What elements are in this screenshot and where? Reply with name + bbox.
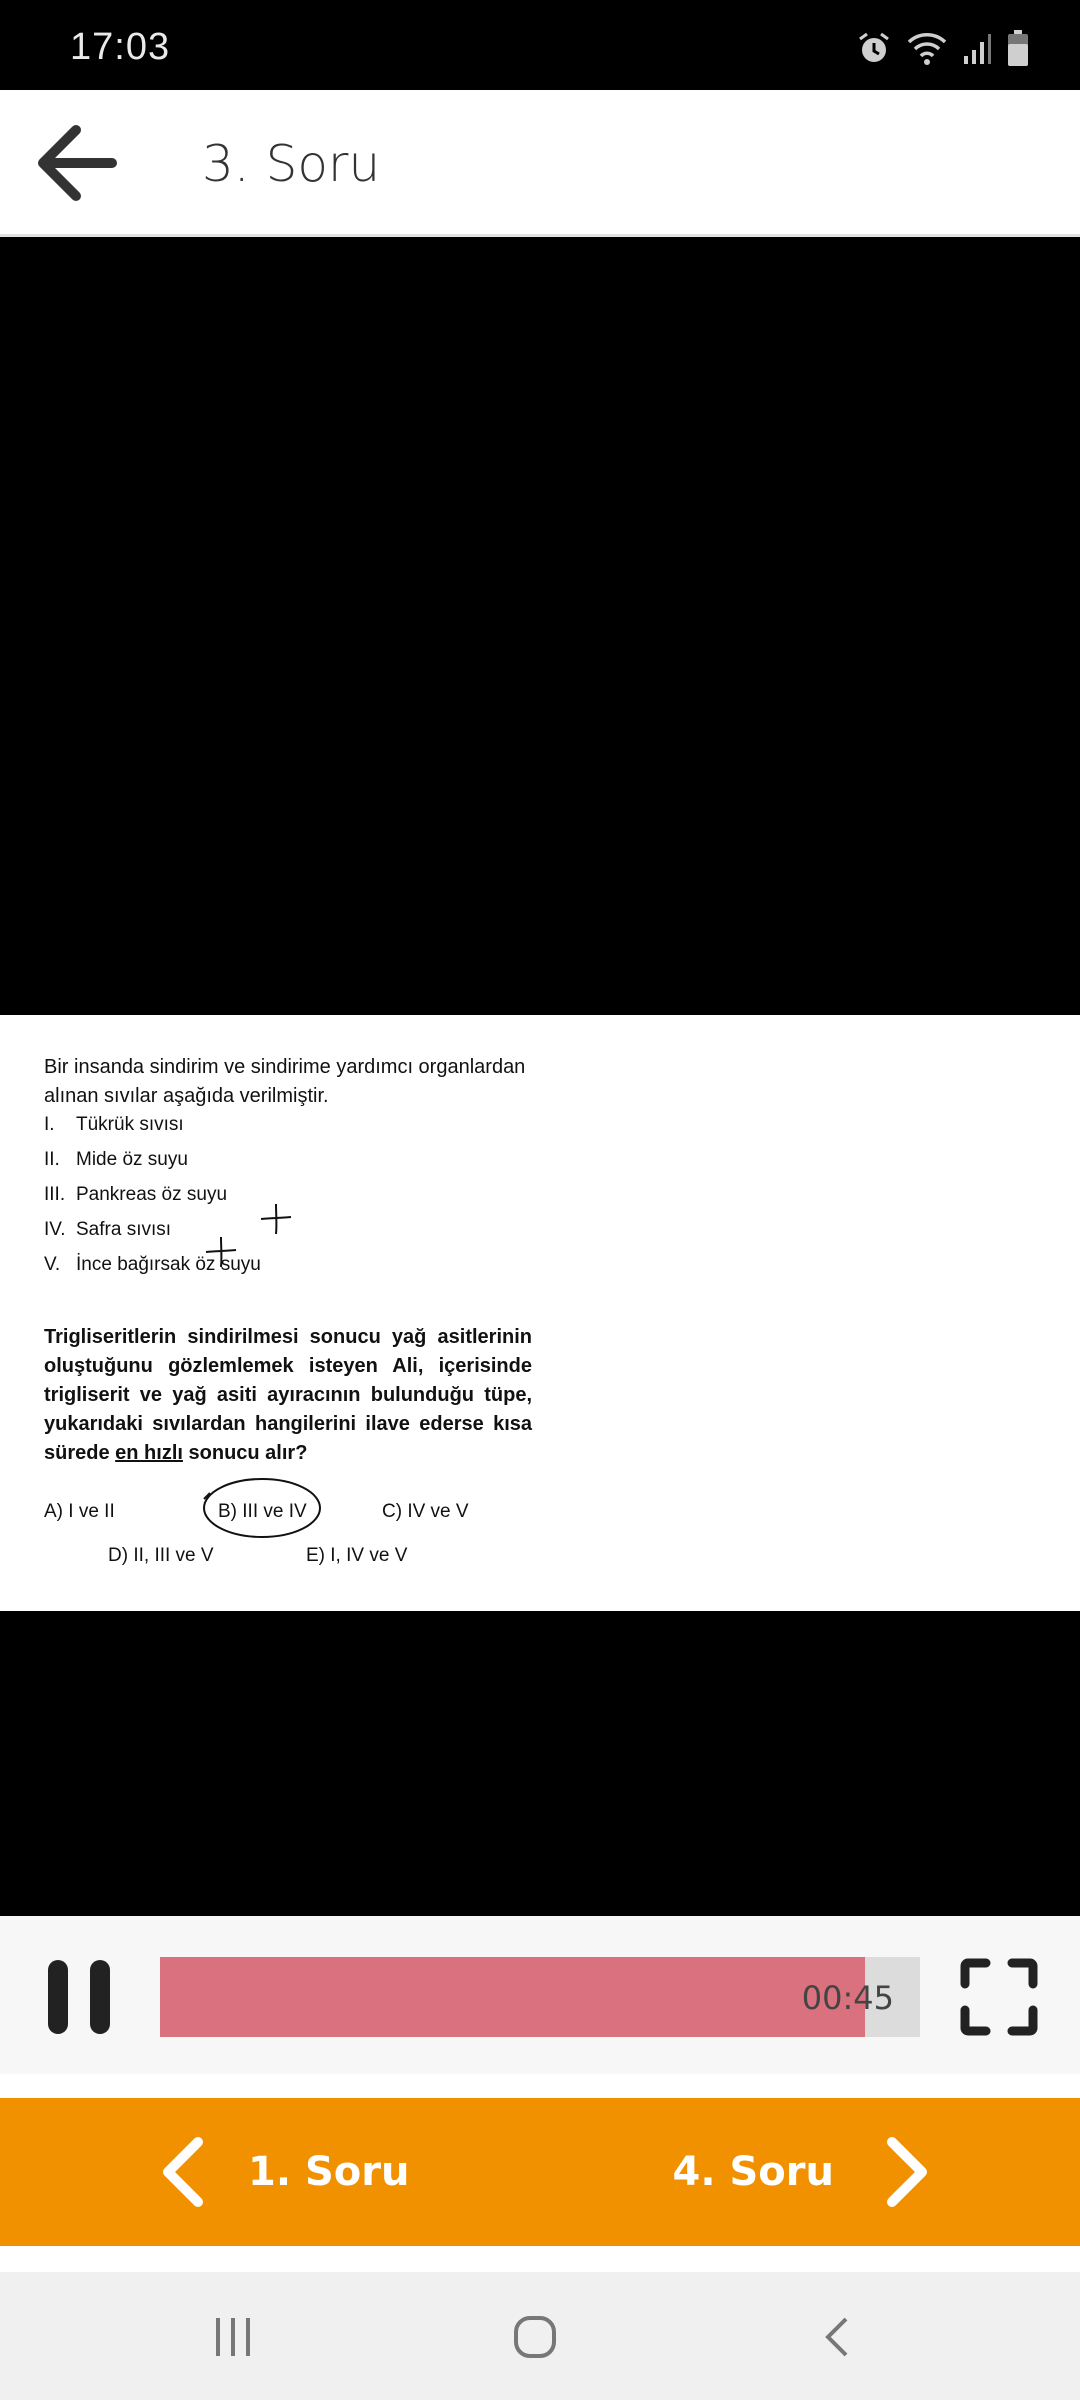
option-a: A) I ve II xyxy=(44,1501,115,1522)
option-e: E) I, IV ve V xyxy=(306,1545,408,1566)
chevron-left-icon xyxy=(160,2136,206,2208)
system-nav-bar xyxy=(0,2272,1080,2400)
time-remaining: 00:45 xyxy=(801,1979,894,2017)
status-time: 17:03 xyxy=(70,26,171,68)
wifi-icon xyxy=(906,30,948,66)
next-question-button[interactable] xyxy=(673,2136,930,2208)
option-c: C) IV ve V xyxy=(382,1501,469,1522)
handwritten-mark xyxy=(203,1234,239,1270)
list-item: IV. Safra sıvısı xyxy=(44,1219,172,1240)
progress-bar[interactable] xyxy=(160,1957,920,2037)
progress-fill xyxy=(160,1957,865,2037)
option-d: D) II, III ve V xyxy=(108,1545,214,1566)
status-icons xyxy=(856,28,1030,68)
question-navigation xyxy=(0,2098,1080,2246)
pause-button[interactable] xyxy=(44,1958,116,2036)
video-player[interactable] xyxy=(0,237,1080,1916)
list-item: V. İnce bağırsak öz suyu xyxy=(44,1254,261,1275)
handwritten-mark xyxy=(258,1201,294,1237)
alarm-icon xyxy=(856,30,892,66)
list-item: II. Mide öz suyu xyxy=(44,1149,188,1170)
arrow-left-icon xyxy=(32,120,126,206)
app-bar xyxy=(0,90,1080,237)
answer-circle-mark xyxy=(196,1475,326,1541)
prev-question-button[interactable] xyxy=(160,2136,409,2208)
question-frame xyxy=(0,1015,1080,1611)
prev-question-label: 1. Soru xyxy=(248,2149,410,2195)
question-items xyxy=(44,1107,532,1282)
chevron-right-icon xyxy=(884,2136,930,2208)
home-icon[interactable] xyxy=(513,2315,557,2359)
list-item: I. Tükrük sıvısı xyxy=(44,1114,184,1135)
player-controls xyxy=(0,1916,1080,2074)
fullscreen-button[interactable] xyxy=(960,1958,1038,2036)
recent-apps-icon[interactable] xyxy=(212,2316,254,2358)
page-title: 3. Soru xyxy=(202,135,381,193)
signal-icon xyxy=(962,30,992,66)
next-question-label: 4. Soru xyxy=(672,2149,834,2195)
fullscreen-icon xyxy=(960,1958,1038,2036)
status-bar xyxy=(0,0,1080,90)
battery-icon xyxy=(1006,29,1030,67)
pause-icon xyxy=(44,1958,116,2036)
back-button[interactable] xyxy=(32,120,126,206)
question-prompt: Trigliseritlerin sindirilmesi sonucu yağ asitlerinin oluştuğunu gözlemlemek isteyen Ali, içerisinde trigliserit ve yağ asiti ayıracının bulunduğu tüpe, yukarıdaki sıvılardan hangilerini ilave ederse kısa sürede en hızlı sonucu alır? xyxy=(44,1326,532,1464)
question-intro: Bir insanda sindirim ve sindirime yardımcı organlardan alınan sıvılar aşağıda verilmiştir. xyxy=(44,1056,526,1107)
option-b: B) III ve IV xyxy=(218,1501,307,1522)
list-item: III. Pankreas öz suyu xyxy=(44,1184,228,1205)
system-back-icon[interactable] xyxy=(822,2316,852,2358)
